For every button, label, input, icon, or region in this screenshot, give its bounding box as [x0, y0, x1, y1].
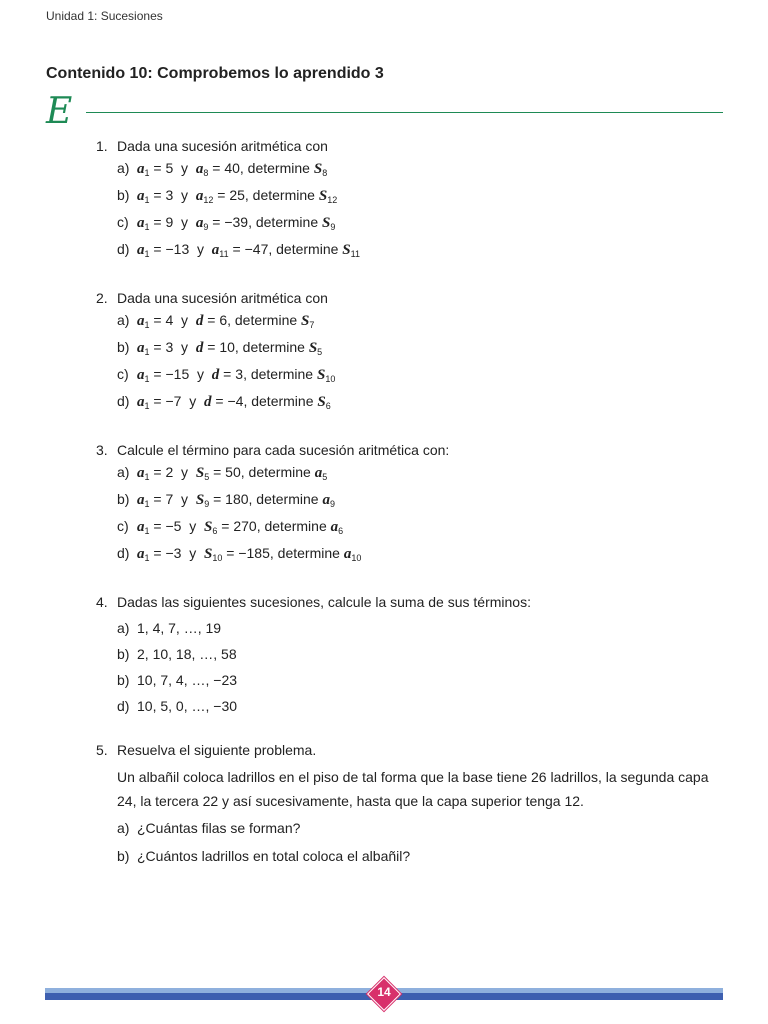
- given-value: 6: [219, 312, 228, 328]
- item-label: c): [117, 214, 129, 230]
- target-term-subscript: 7: [309, 320, 315, 330]
- problem-statement: Un albañil coloca ladrillos en el piso de tal forma que la base tiene 26 ladrillos, la segunda capa 24, la tercera 22 y así sucesivamente, hasta que la capa superior tenga 12.: [117, 769, 709, 809]
- conjunction: y: [189, 366, 212, 382]
- first-term-symbol: a: [137, 546, 145, 562]
- given-value: −47: [244, 241, 269, 257]
- first-term-value: −7: [165, 393, 182, 409]
- section-divider: [86, 112, 723, 113]
- first-term-symbol: a: [137, 340, 145, 356]
- target-term-symbol: S: [317, 367, 326, 383]
- given-term-symbol: a: [195, 215, 204, 231]
- exercise-number: 2.: [96, 290, 108, 306]
- first-term-subscript: 1: [144, 347, 150, 357]
- first-term-symbol: a: [137, 492, 145, 508]
- given-term: [204, 519, 217, 535]
- given-value: 180: [225, 491, 249, 507]
- target-term: [344, 546, 362, 562]
- formula-item: [117, 515, 726, 542]
- target-term-subscript: 10: [325, 374, 336, 384]
- target-term-symbol: S: [318, 188, 328, 204]
- equals-sign: =: [209, 464, 226, 480]
- exercise-items: [117, 309, 726, 417]
- list-item: [117, 817, 726, 839]
- exercise-items: [117, 157, 726, 265]
- first-term-symbol: a: [137, 465, 145, 481]
- given-term-subscript: 9: [203, 222, 209, 232]
- exercise-1: [96, 135, 726, 265]
- given-value: 50: [225, 464, 241, 480]
- item-text: 10, 7, 4, …, −23: [137, 672, 238, 688]
- first-term-subscript: 1: [144, 526, 150, 536]
- determine-text: , determine: [243, 393, 318, 409]
- determine-text: , determine: [248, 214, 323, 230]
- list-item: [117, 695, 726, 717]
- exercise-number: 3.: [96, 442, 108, 458]
- item-label: b): [117, 187, 130, 203]
- item-label: b): [117, 339, 130, 355]
- given-value: −185: [238, 545, 270, 561]
- exercise-number: 1.: [96, 138, 108, 154]
- given-term-symbol: a: [211, 242, 220, 258]
- first-term-value: 3: [165, 187, 174, 203]
- first-term: [137, 340, 150, 356]
- first-term-subscript: 1: [144, 222, 150, 232]
- target-term-subscript: 5: [317, 347, 323, 357]
- formula: [137, 390, 331, 417]
- given-value: −39: [224, 214, 249, 230]
- first-term-subscript: 1: [144, 195, 150, 205]
- equals-sign: =: [203, 339, 220, 355]
- given-value: 10: [219, 339, 235, 355]
- formula: [137, 542, 361, 569]
- given-term: [196, 492, 209, 508]
- first-term-subscript: 1: [144, 472, 150, 482]
- given-term-subscript: 8: [203, 168, 209, 178]
- target-term: [331, 519, 344, 535]
- equals-sign: =: [149, 339, 166, 355]
- given-term-symbol: d: [195, 340, 204, 356]
- target-term: [319, 188, 337, 204]
- first-term-value: 5: [165, 160, 174, 176]
- determine-text: , determine: [234, 339, 309, 355]
- given-term-symbol: a: [195, 161, 204, 177]
- target-term: [322, 492, 335, 508]
- exercise-2: [96, 287, 726, 417]
- first-term: [137, 215, 150, 231]
- first-term-symbol: a: [137, 242, 145, 258]
- item-label: d): [117, 393, 130, 409]
- target-term-subscript: 12: [327, 195, 338, 205]
- given-term-symbol: a: [195, 188, 204, 204]
- first-term: [137, 465, 150, 481]
- determine-text: , determine: [239, 160, 314, 176]
- target-term-subscript: 9: [330, 222, 336, 232]
- determine-text: , determine: [227, 312, 302, 328]
- conjunction: y: [181, 393, 205, 409]
- given-term-symbol: d: [211, 367, 220, 383]
- given-term-subscript: 9: [204, 499, 210, 509]
- first-term-subscript: 1: [144, 401, 150, 411]
- first-term-subscript: 1: [144, 499, 150, 509]
- given-term-subscript: 12: [203, 195, 214, 205]
- given-term: [196, 161, 209, 177]
- equals-sign: =: [149, 241, 166, 257]
- formula-item: [117, 336, 726, 363]
- conjunction: y: [173, 491, 196, 507]
- formula-item: [117, 363, 726, 390]
- item-label: b): [117, 646, 130, 662]
- target-term-subscript: 6: [325, 401, 331, 411]
- item-text: ¿Cuántas filas se forman?: [137, 820, 301, 836]
- exercise-heading: Calcule el término para cada sucesión aritmética con:: [117, 442, 450, 458]
- given-term-symbol: S: [195, 465, 205, 481]
- determine-text: , determine: [268, 241, 343, 257]
- formula-item: [117, 461, 726, 488]
- first-term-symbol: a: [137, 394, 145, 410]
- target-term-symbol: a: [343, 546, 352, 562]
- first-term-symbol: a: [137, 519, 145, 535]
- first-term: [137, 313, 150, 329]
- conjunction: y: [173, 214, 196, 230]
- formula: [137, 184, 337, 211]
- target-term-symbol: S: [308, 340, 318, 356]
- exercise-5: [96, 739, 726, 867]
- formula: [137, 488, 335, 515]
- exercise-content: [96, 135, 726, 889]
- conjunction: y: [181, 545, 205, 561]
- determine-text: , determine: [243, 366, 317, 382]
- target-term-subscript: 10: [351, 553, 362, 563]
- target-term-subscript: 5: [322, 472, 328, 482]
- equals-sign: =: [211, 393, 228, 409]
- exercise-heading: Resuelva el siguiente problema.: [117, 742, 317, 758]
- equals-sign: =: [228, 241, 245, 257]
- first-term-subscript: 1: [144, 320, 150, 330]
- equals-sign: =: [149, 214, 166, 230]
- equals-sign: =: [149, 393, 166, 409]
- target-term: [309, 340, 322, 356]
- list-item: [117, 669, 726, 691]
- formula-item: [117, 157, 726, 184]
- equals-sign: =: [149, 187, 166, 203]
- first-term: [137, 367, 150, 383]
- item-label: a): [117, 312, 130, 328]
- list-item: [117, 617, 726, 639]
- formula: [137, 238, 360, 265]
- given-term-symbol: S: [195, 492, 205, 508]
- first-term-subscript: 1: [144, 168, 150, 178]
- first-term: [137, 242, 150, 258]
- given-term-symbol: S: [204, 546, 213, 562]
- equals-sign: =: [217, 518, 234, 534]
- item-label: a): [117, 464, 130, 480]
- target-term-symbol: S: [317, 394, 326, 410]
- conjunction: y: [189, 241, 212, 257]
- formula: [137, 336, 322, 363]
- first-term-value: 4: [165, 312, 174, 328]
- target-term: [317, 367, 335, 383]
- equals-sign: =: [149, 464, 166, 480]
- target-term-subscript: 11: [350, 249, 360, 259]
- given-term: [204, 394, 212, 410]
- equals-sign: =: [149, 312, 166, 328]
- item-text: 1, 4, 7, …, 19: [137, 620, 222, 636]
- given-term: [196, 465, 209, 481]
- equals-sign: =: [203, 312, 220, 328]
- first-term: [137, 161, 150, 177]
- formula: [137, 363, 335, 390]
- equals-sign: =: [149, 366, 166, 382]
- target-term-subscript: 8: [322, 168, 328, 178]
- given-term: [196, 188, 214, 204]
- target-term-symbol: S: [322, 215, 331, 231]
- given-term-symbol: d: [204, 394, 212, 410]
- formula-item: [117, 238, 726, 265]
- target-term-symbol: a: [314, 465, 323, 481]
- first-term-value: −13: [165, 241, 190, 257]
- item-label: d): [117, 545, 130, 561]
- item-label: a): [117, 620, 130, 636]
- first-term-symbol: a: [137, 215, 145, 231]
- formula-item: [117, 184, 726, 211]
- formula-item: [117, 488, 726, 515]
- first-term-value: 3: [165, 339, 174, 355]
- first-term-subscript: 1: [144, 249, 150, 259]
- equals-sign: =: [149, 518, 166, 534]
- first-term-symbol: a: [137, 188, 145, 204]
- determine-text: , determine: [269, 545, 344, 561]
- target-term-subscript: 6: [338, 526, 344, 536]
- first-term-value: −15: [165, 366, 190, 382]
- item-text: 2, 10, 18, …, 58: [137, 646, 237, 662]
- first-term-value: −3: [165, 545, 182, 561]
- given-term-subscript: 5: [204, 472, 210, 482]
- unit-header: Unidad 1: Sucesiones: [46, 9, 163, 23]
- equals-sign: =: [208, 214, 225, 230]
- equals-sign: =: [219, 366, 236, 382]
- conjunction: y: [181, 518, 205, 534]
- target-term-subscript: 9: [329, 499, 335, 509]
- exercise-number: 4.: [96, 594, 108, 610]
- given-term-subscript: 6: [212, 526, 218, 536]
- first-term-subscript: 1: [144, 374, 150, 384]
- determine-text: , determine: [256, 518, 331, 534]
- target-term-symbol: S: [342, 242, 351, 258]
- target-term-symbol: a: [330, 519, 339, 535]
- given-term-symbol: d: [195, 313, 204, 329]
- equals-sign: =: [209, 491, 226, 507]
- formula-item: [117, 542, 726, 569]
- item-label: b): [117, 672, 130, 688]
- conjunction: y: [173, 464, 196, 480]
- formula: [137, 515, 343, 542]
- conjunction: y: [173, 160, 196, 176]
- formula-item: [117, 390, 726, 417]
- formula: [137, 461, 327, 488]
- first-term-value: 2: [165, 464, 174, 480]
- target-term: [314, 161, 327, 177]
- exercise-items: [117, 461, 726, 569]
- conjunction: y: [173, 187, 196, 203]
- formula: [137, 309, 314, 336]
- target-term: [315, 465, 328, 481]
- item-label: b): [117, 848, 130, 864]
- first-term-symbol: a: [137, 161, 145, 177]
- given-term: [204, 546, 222, 562]
- given-term: [196, 215, 209, 231]
- first-term-value: 7: [165, 491, 174, 507]
- determine-text: , determine: [248, 491, 323, 507]
- list-item: [117, 845, 726, 867]
- given-term-symbol: S: [204, 519, 213, 535]
- formula: [137, 211, 335, 238]
- first-term: [137, 492, 150, 508]
- first-term-value: 9: [165, 214, 174, 230]
- equals-sign: =: [149, 491, 166, 507]
- target-term-symbol: S: [301, 313, 310, 329]
- target-term: [322, 215, 335, 231]
- given-value: −4: [227, 393, 244, 409]
- item-label: b): [117, 491, 130, 507]
- given-value: 3: [235, 366, 244, 382]
- given-term-subscript: 10: [212, 553, 223, 563]
- exercise-4: [96, 591, 726, 717]
- equals-sign: =: [213, 187, 230, 203]
- exercise-3: [96, 439, 726, 569]
- formula-item: [117, 211, 726, 238]
- given-value: 270: [233, 518, 257, 534]
- conjunction: y: [173, 312, 196, 328]
- given-value: 40: [224, 160, 240, 176]
- equals-sign: =: [149, 160, 166, 176]
- item-text: 10, 5, 0, …, −30: [137, 698, 238, 714]
- page-number: 14: [377, 985, 391, 999]
- item-label: a): [117, 160, 130, 176]
- section-mark-e: E: [46, 91, 73, 132]
- first-term: [137, 546, 150, 562]
- item-label: d): [117, 698, 130, 714]
- equals-sign: =: [149, 545, 166, 561]
- item-label: a): [117, 820, 130, 836]
- equals-sign: =: [222, 545, 239, 561]
- given-term: [212, 242, 229, 258]
- formula-item: [117, 309, 726, 336]
- first-term: [137, 394, 150, 410]
- first-term-symbol: a: [137, 367, 145, 383]
- first-term-subscript: 1: [144, 553, 150, 563]
- exercise-heading: Dada una sucesión aritmética con: [117, 290, 328, 306]
- formula: [137, 157, 327, 184]
- target-term: [317, 394, 330, 410]
- item-text: ¿Cuántos ladrillos en total coloca el albañil?: [137, 848, 411, 864]
- target-term: [301, 313, 314, 329]
- conjunction: y: [173, 339, 196, 355]
- target-term: [342, 242, 360, 258]
- first-term-value: −5: [165, 518, 182, 534]
- first-term: [137, 519, 150, 535]
- first-term: [137, 188, 150, 204]
- list-item: [117, 643, 726, 665]
- given-term-subscript: 11: [219, 249, 229, 259]
- target-term-symbol: S: [313, 161, 323, 177]
- exercise-heading: Dada una sucesión aritmética con: [117, 138, 328, 154]
- exercise-heading: Dadas las siguientes sucesiones, calcule la suma de sus términos:: [117, 594, 531, 610]
- item-label: d): [117, 241, 130, 257]
- equals-sign: =: [208, 160, 225, 176]
- exercise-number: 5.: [96, 742, 108, 758]
- target-term-symbol: a: [322, 492, 330, 508]
- page-title: Contenido 10: Comprobemos lo aprendido 3: [46, 65, 384, 82]
- given-value: 25: [229, 187, 245, 203]
- first-term-symbol: a: [137, 313, 145, 329]
- determine-text: , determine: [244, 187, 319, 203]
- item-label: c): [117, 366, 129, 382]
- item-label: c): [117, 518, 129, 534]
- determine-text: , determine: [240, 464, 315, 480]
